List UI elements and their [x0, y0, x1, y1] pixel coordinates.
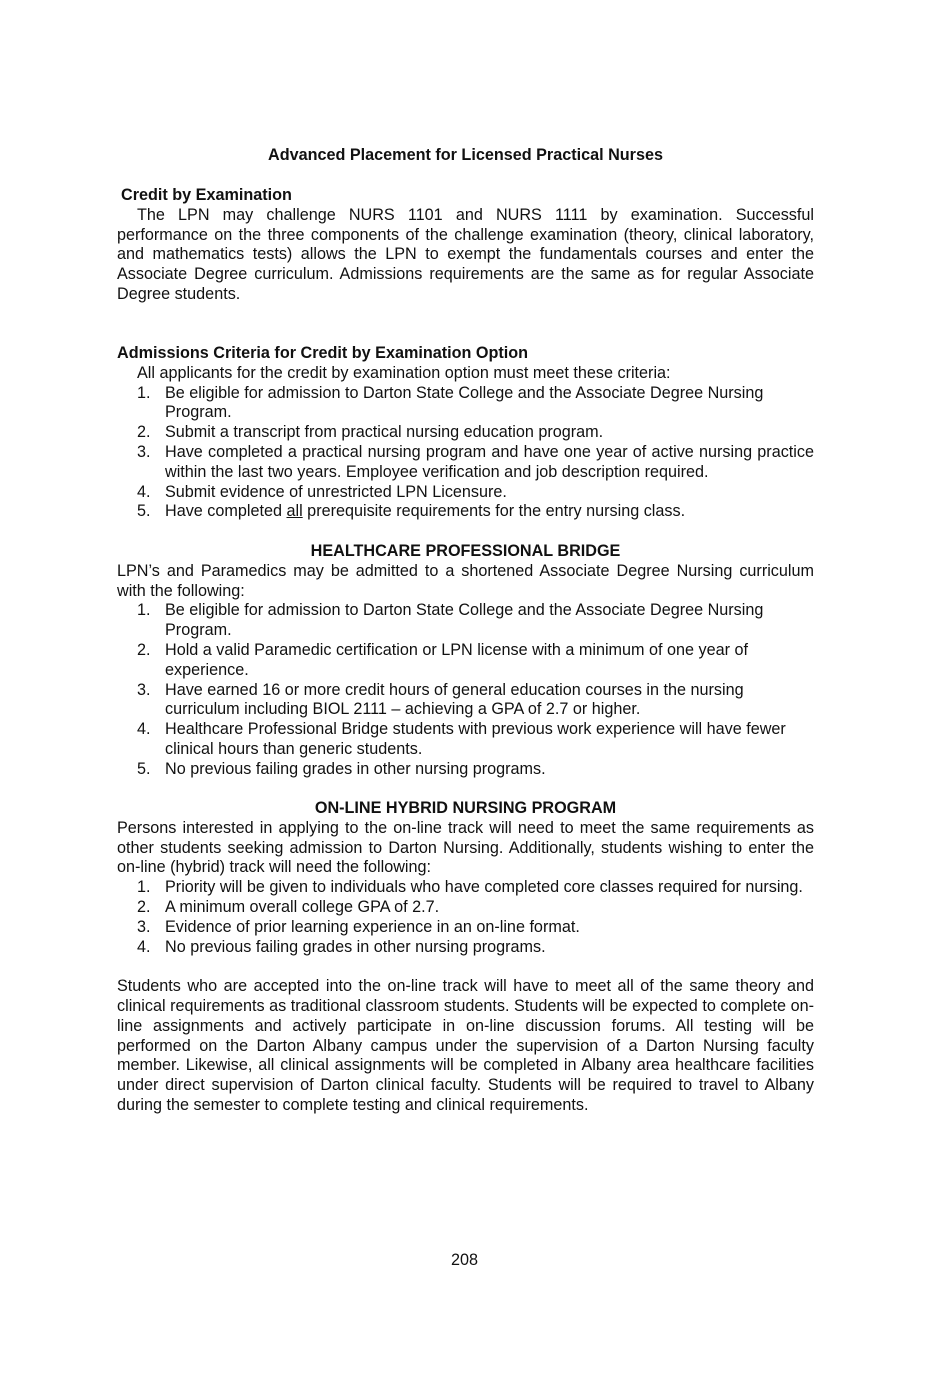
hybrid-heading: ON-LINE HYBRID NURSING PROGRAM	[314, 799, 617, 817]
list-item-text: Have earned 16 or more credit hours of general education courses in the nursing curriculum including BIOL 2111 – achieving a GPA of 2.7 or higher.	[165, 680, 744, 719]
list-item-text	[165, 502, 814, 522]
list-item	[117, 483, 814, 503]
list-item-number: 3.	[137, 680, 151, 699]
list-item-text: Have completed a practical nursing program and have one year of active nursing practice within the last two years. Employee verification and job description required.	[165, 442, 814, 481]
list-item-text: No previous failing grades in other nursing programs.	[165, 937, 546, 956]
list-item	[117, 502, 814, 522]
list-item-number: 1.	[137, 878, 151, 897]
list-item	[117, 443, 814, 483]
admissions-criteria-list	[117, 384, 814, 523]
list-item	[117, 641, 814, 681]
list-item-number: 5.	[137, 759, 151, 778]
list-item-number: 3.	[137, 442, 151, 461]
list-item-number: 2.	[137, 423, 151, 442]
underlined-emphasis: all	[286, 502, 303, 521]
bridge-intro: LPN’s and Paramedics may be admitted to a shortened Associate Degree Nursing curriculum with the following:	[117, 561, 814, 600]
admissions-criteria-section	[117, 344, 814, 522]
list-item	[117, 384, 814, 424]
list-item-text: Hold a valid Paramedic certification or LPN license with a minimum of one year of experience.	[165, 640, 749, 679]
list-item	[117, 601, 814, 641]
list-item	[117, 938, 814, 958]
list-item	[117, 760, 814, 780]
bridge-heading: HEALTHCARE PROFESSIONAL BRIDGE	[310, 542, 621, 560]
credit-exam-paragraph: The LPN may challenge NURS 1101 and NURS 1111 by examination. Successful performance on the three components of the challenge examination (theory, clinical laboratory, and mathematics tests) allows the LPN to exempt the fundamentals courses and enter the Associate Degree curriculum. Admissions requirements are the same as for regular Associate Degree students.	[117, 205, 814, 303]
hybrid-list	[117, 878, 814, 957]
list-item-number: 2.	[137, 640, 151, 659]
text-fragment: prerequisite requirements for the entry nursing class.	[302, 502, 686, 521]
list-item-text: Submit a transcript from practical nursing education program.	[165, 423, 604, 442]
list-item-number: 4.	[137, 720, 151, 739]
list-item-number: 4.	[137, 937, 151, 956]
list-item-number: 2.	[137, 897, 151, 916]
admissions-criteria-intro: All applicants for the credit by examination option must meet these criteria:	[137, 363, 671, 382]
bridge-list	[117, 601, 814, 779]
list-item-number: 5.	[137, 502, 151, 521]
credit-exam-section	[117, 186, 814, 305]
page-title: Advanced Placement for Licensed Practical Nurses	[268, 146, 663, 164]
list-item-number: 3.	[137, 917, 151, 936]
list-item	[117, 918, 814, 938]
list-item-number: 1.	[137, 601, 151, 620]
list-item-text: Be eligible for admission to Darton State College and the Associate Degree Nursing Program.	[165, 383, 764, 422]
page-number: 208	[450, 1251, 478, 1269]
hybrid-section	[117, 799, 814, 1116]
list-item	[117, 423, 814, 443]
hybrid-intro: Persons interested in applying to the on-line track will need to meet the same requirements as other students seeking admission to Darton Nursing. Additionally, students wishing to enter the on-line (hybrid) track will need the following:	[117, 818, 814, 877]
list-item-text: No previous failing grades in other nursing programs.	[165, 759, 546, 778]
list-item	[117, 898, 814, 918]
text-fragment: Have completed	[165, 502, 287, 521]
list-item	[117, 720, 814, 760]
list-item	[117, 681, 814, 721]
list-item-text: Be eligible for admission to Darton State College and the Associate Degree Nursing Program.	[165, 601, 764, 640]
list-item	[117, 878, 814, 898]
list-item-text: Priority will be given to individuals who have completed core classes required for nursing.	[165, 878, 803, 897]
list-item-text: Submit evidence of unrestricted LPN Licensure.	[165, 482, 507, 501]
list-item-text: A minimum overall college GPA of 2.7.	[165, 897, 440, 916]
list-item-number: 1.	[137, 383, 151, 402]
bridge-section	[117, 542, 814, 780]
list-item-text: Healthcare Professional Bridge students with previous work experience will have fewer clinical hours than generic students.	[165, 720, 786, 758]
list-item-number: 4.	[137, 482, 151, 501]
hybrid-closing-paragraph: Students who are accepted into the on-line track will have to meet all of the same theory and clinical requirements as traditional classroom students. Students will be expected to complete on-line assignments and actively participate in on-line discussion forums. All testing will be performed on the Darton Albany campus under the supervision of a Darton Nursing faculty member. Likewise, all clinical assignments will be completed in Albany area healthcare facilities under direct supervision of Darton clinical faculty. Students will be required to travel to Albany during the semester to complete testing and clinical requirements.	[117, 977, 814, 1114]
admissions-criteria-heading: Admissions Criteria for Credit by Examination Option	[117, 344, 529, 362]
list-item-text: Evidence of prior learning experience in an on-line format.	[165, 917, 580, 936]
credit-exam-heading: Credit by Examination	[121, 186, 292, 204]
